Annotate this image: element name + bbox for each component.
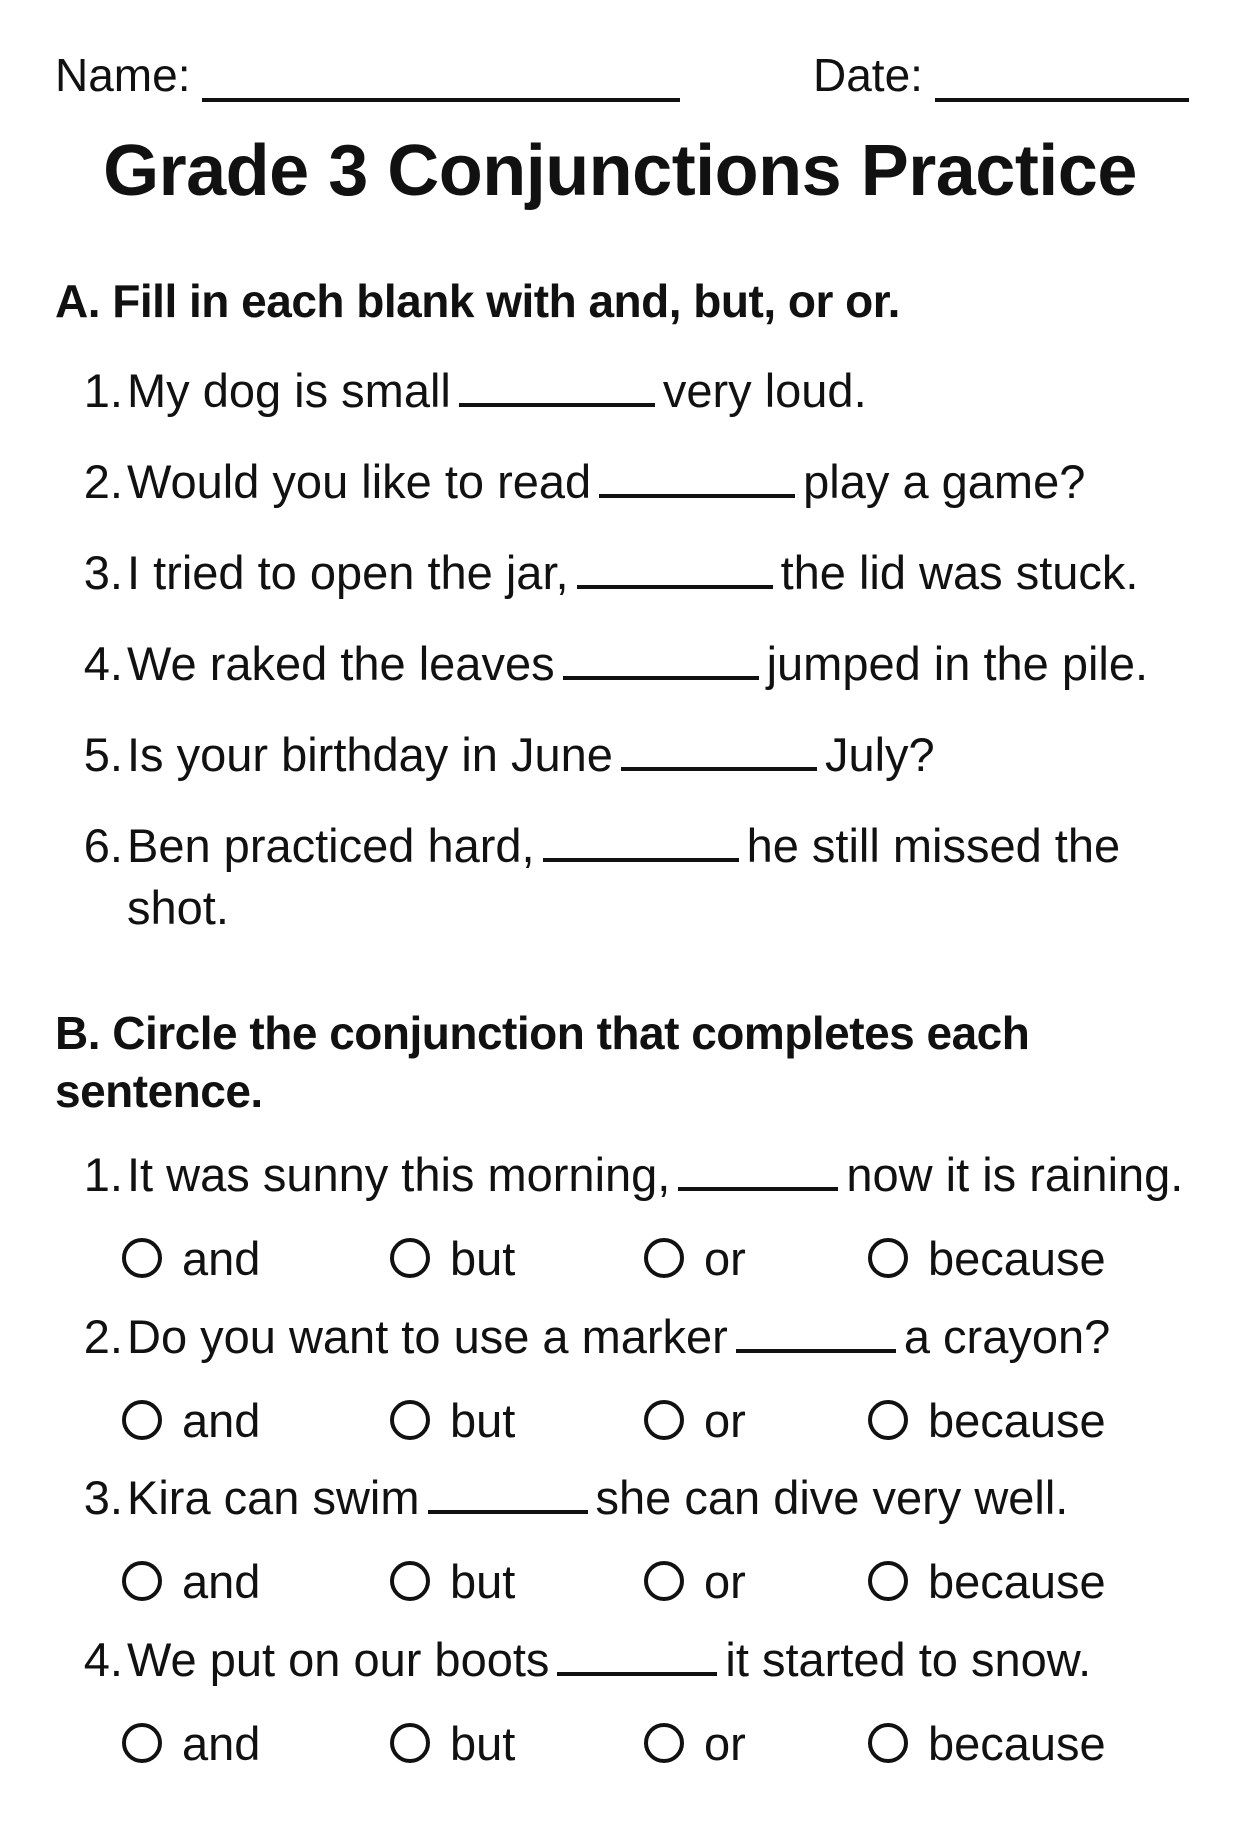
radio-circle-icon[interactable] — [644, 1400, 684, 1440]
option-but[interactable] — [390, 1711, 515, 1775]
option-label: because — [928, 1393, 1106, 1447]
radio-circle-icon[interactable] — [390, 1723, 430, 1763]
page-title: Grade 3 Conjunctions Practice — [103, 131, 1137, 211]
question-number: 4. — [83, 1633, 123, 1686]
option-label: and — [182, 1716, 261, 1770]
option-label: because — [928, 1554, 1106, 1608]
option-label: because — [928, 1231, 1106, 1285]
question-text-after: it started to snow. — [725, 1633, 1092, 1686]
section-a-question-4 — [75, 633, 1185, 695]
header-row — [55, 48, 1185, 108]
section-a-question-1 — [75, 360, 1185, 422]
option-or[interactable] — [644, 1388, 746, 1452]
question-text-before: Is your birthday in June — [127, 728, 613, 781]
question-text-after: the lid was stuck. — [780, 546, 1139, 599]
radio-circle-icon[interactable] — [390, 1238, 430, 1278]
section-a-question-6 — [75, 815, 1185, 939]
answer-options-3 — [122, 1549, 1162, 1613]
section-a-question-3 — [75, 542, 1185, 604]
question-number: 1. — [83, 364, 123, 417]
option-label: or — [704, 1393, 746, 1447]
radio-circle-icon[interactable] — [122, 1238, 162, 1278]
answer-options-1 — [122, 1226, 1162, 1290]
option-but[interactable] — [390, 1549, 515, 1613]
question-text-before: My dog is small — [127, 364, 451, 417]
question-number: 2. — [83, 1310, 123, 1363]
radio-circle-icon[interactable] — [390, 1400, 430, 1440]
date-field — [813, 48, 1189, 102]
radio-circle-icon[interactable] — [390, 1561, 430, 1601]
option-because[interactable] — [868, 1549, 1106, 1613]
question-text-before: I tried to open the jar, — [127, 546, 569, 599]
section-b-heading-line-1: B. Circle the conjunction that completes each — [55, 1007, 1030, 1059]
answer-options-2 — [122, 1388, 1162, 1452]
question-number: 6. — [83, 819, 123, 872]
question-text-after: a crayon? — [903, 1310, 1111, 1363]
name-field — [55, 48, 680, 102]
radio-circle-icon[interactable] — [122, 1561, 162, 1601]
option-or[interactable] — [644, 1226, 746, 1290]
answer-blank[interactable] — [621, 729, 817, 771]
section-a-question-5 — [75, 724, 1185, 786]
question-text-after: jumped in the pile. — [766, 637, 1149, 690]
option-and[interactable] — [122, 1549, 260, 1613]
option-and[interactable] — [122, 1226, 260, 1290]
name-line[interactable] — [202, 54, 680, 102]
option-label: or — [704, 1231, 746, 1285]
question-number: 5. — [83, 728, 123, 781]
radio-circle-icon[interactable] — [868, 1400, 908, 1440]
question-text-before: We raked the leaves — [127, 637, 555, 690]
answer-blank — [736, 1311, 896, 1353]
question-text-after: play a game? — [803, 455, 1086, 508]
question-text-before: Kira can swim — [127, 1471, 420, 1524]
answer-blank — [678, 1149, 838, 1191]
option-because[interactable] — [868, 1226, 1106, 1290]
option-or[interactable] — [644, 1711, 746, 1775]
question-text-before: Do you want to use a marker — [127, 1310, 728, 1363]
question-number: 3. — [83, 1471, 123, 1524]
section-b-heading — [55, 1004, 1155, 1120]
option-label: but — [450, 1231, 516, 1285]
date-line[interactable] — [935, 54, 1189, 102]
option-and[interactable] — [122, 1711, 260, 1775]
option-label: or — [704, 1554, 746, 1608]
question-number: 1. — [83, 1148, 123, 1201]
option-label: and — [182, 1393, 261, 1447]
radio-circle-icon[interactable] — [122, 1723, 162, 1763]
section-b-question-3 — [75, 1467, 1185, 1529]
answer-blank — [557, 1634, 717, 1676]
radio-circle-icon[interactable] — [644, 1723, 684, 1763]
section-b-heading-line-2: sentence. — [55, 1065, 263, 1117]
question-number: 4. — [83, 637, 123, 690]
section-b-question-1 — [75, 1144, 1185, 1206]
question-text-before: We put on our boots — [127, 1633, 550, 1686]
name-label: Name: — [55, 49, 191, 101]
section-b-question-4 — [75, 1629, 1185, 1691]
question-text-after: now it is raining. — [846, 1148, 1184, 1201]
option-label: because — [928, 1716, 1106, 1770]
option-label: and — [182, 1554, 261, 1608]
section-b-question-2 — [75, 1306, 1185, 1368]
answer-blank[interactable] — [577, 547, 773, 589]
section-a-heading: A. Fill in each blank with and, but, or or. — [55, 275, 900, 327]
question-text-before: Ben practiced hard, — [127, 819, 535, 872]
date-label: Date: — [813, 49, 923, 101]
option-label: but — [450, 1554, 516, 1608]
question-number: 2. — [83, 455, 123, 508]
answer-blank — [428, 1472, 588, 1514]
question-text-after: very loud. — [662, 364, 867, 417]
option-and[interactable] — [122, 1388, 260, 1452]
radio-circle-icon[interactable] — [868, 1723, 908, 1763]
option-label: or — [704, 1716, 746, 1770]
question-text-after: she can dive very well. — [595, 1471, 1069, 1524]
answer-blank[interactable] — [543, 820, 739, 862]
radio-circle-icon[interactable] — [122, 1400, 162, 1440]
question-text-before: It was sunny this morning, — [127, 1148, 671, 1201]
option-because[interactable] — [868, 1388, 1106, 1452]
radio-circle-icon[interactable] — [868, 1238, 908, 1278]
option-because[interactable] — [868, 1711, 1106, 1775]
option-or[interactable] — [644, 1549, 746, 1613]
question-text-continued: shot. — [127, 881, 229, 934]
question-number: 3. — [83, 546, 123, 599]
answer-blank[interactable] — [563, 638, 759, 680]
radio-circle-icon[interactable] — [868, 1561, 908, 1601]
option-but[interactable] — [390, 1388, 515, 1452]
section-a-question-2 — [75, 451, 1185, 513]
radio-circle-icon[interactable] — [644, 1238, 684, 1278]
option-label: but — [450, 1393, 516, 1447]
answer-blank[interactable] — [459, 365, 655, 407]
option-label: but — [450, 1716, 516, 1770]
answer-blank[interactable] — [599, 456, 795, 498]
radio-circle-icon[interactable] — [644, 1561, 684, 1601]
answer-options-4 — [122, 1711, 1162, 1775]
question-text-after: July? — [824, 728, 935, 781]
option-label: and — [182, 1231, 261, 1285]
option-but[interactable] — [390, 1226, 515, 1290]
question-text-after: he still missed the — [746, 819, 1121, 872]
question-text-before: Would you like to read — [127, 455, 592, 508]
